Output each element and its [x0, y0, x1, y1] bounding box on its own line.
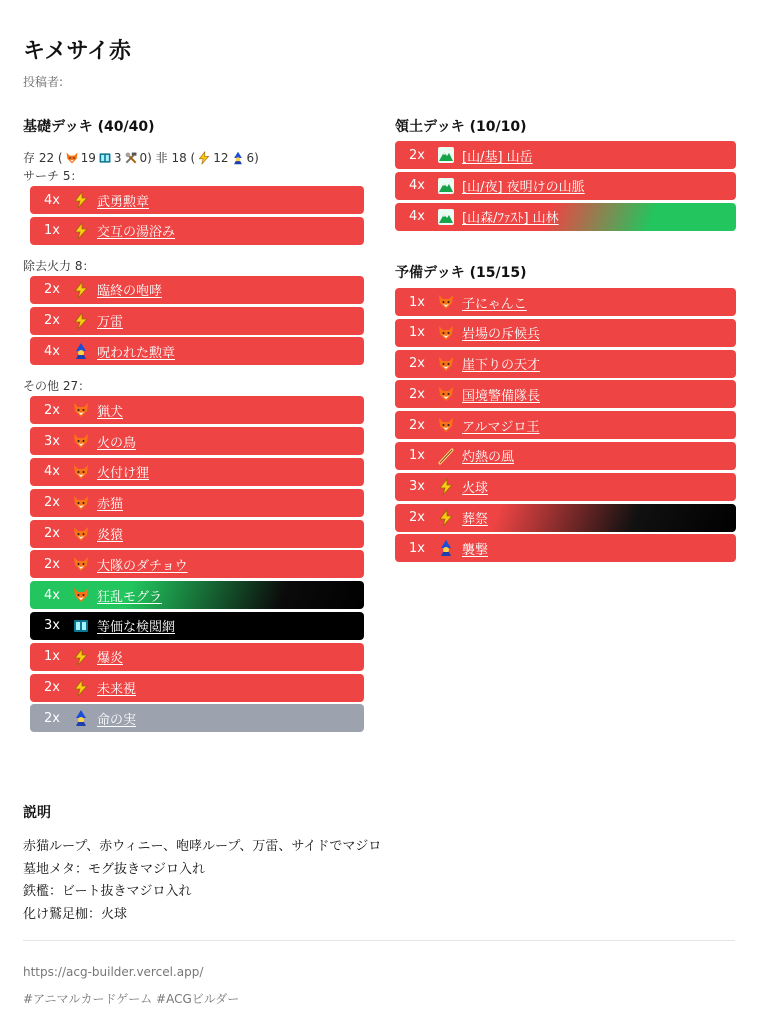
card-row[interactable] — [395, 141, 736, 169]
card-name-link[interactable]: 崖下りの天才 — [462, 358, 541, 374]
lightning-icon — [72, 648, 90, 666]
description-line: 赤猫ループ、赤ウィニー、咆哮ループ、万雷、サイドでマジロ — [23, 839, 382, 854]
card-name-link[interactable]: 狂乱モグラ — [97, 589, 163, 605]
basic-deck-title: 基礎デッキ (40/40) — [23, 119, 155, 135]
lightning-icon — [72, 222, 90, 240]
fox-icon — [72, 463, 90, 481]
territory-deck-title: 領土デッキ (10/10) — [395, 119, 527, 135]
card-row[interactable] — [30, 643, 364, 671]
card-row[interactable] — [30, 217, 364, 245]
mountain-icon — [437, 146, 455, 164]
card-quantity: 4x — [44, 587, 60, 603]
fox-icon — [65, 151, 79, 165]
card-name-link[interactable]: 国境警備隊長 — [462, 388, 541, 404]
card-name-link[interactable]: 命の実 — [97, 712, 137, 728]
card-row[interactable] — [395, 411, 736, 439]
fox-icon — [437, 355, 455, 373]
card-quantity: 4x — [44, 343, 60, 359]
card-quantity: 2x — [409, 386, 425, 402]
author-label: 投稿者: — [23, 75, 64, 89]
card-quantity: 3x — [409, 479, 425, 495]
card-name-link[interactable]: 大隊のダチョウ — [97, 558, 188, 574]
stats-prefix: 存 22 ( — [23, 151, 63, 165]
card-quantity: 2x — [409, 417, 425, 433]
card-quantity: 4x — [409, 178, 425, 194]
card-quantity: 2x — [409, 356, 425, 372]
fox-icon — [437, 324, 455, 342]
group-label: その他 27： — [23, 379, 91, 394]
card-row[interactable] — [30, 581, 364, 609]
reserve-deck-section — [395, 263, 736, 565]
card-name-link[interactable]: 岩場の斥候兵 — [462, 327, 541, 343]
fox-icon — [437, 293, 455, 311]
card-row[interactable] — [395, 534, 736, 562]
stats-a: 19 — [80, 151, 96, 165]
card-name-link[interactable]: 猟犬 — [97, 404, 124, 420]
card-quantity: 2x — [44, 402, 60, 418]
mountain-icon — [437, 208, 455, 226]
footer-url[interactable]: https://acg-builder.vercel.app/ — [23, 965, 204, 979]
card-row[interactable] — [395, 350, 736, 378]
card-row[interactable] — [30, 396, 364, 424]
card-quantity: 4x — [409, 209, 425, 225]
description-line: 鉄檻：ビート抜きマジロ入れ — [23, 884, 192, 899]
card-row[interactable] — [30, 550, 364, 578]
card-quantity: 1x — [44, 649, 60, 665]
basic-deck-section — [23, 117, 364, 735]
card-name-link[interactable]: アルマジロ王 — [462, 419, 540, 435]
card-quantity: 2x — [409, 147, 425, 163]
card-name-link[interactable]: 赤猫 — [97, 497, 124, 513]
card-name-link[interactable]: 火球 — [462, 481, 489, 497]
card-name-link[interactable]: [山/夜] 夜明けの山脈 — [462, 180, 585, 196]
fox-icon — [72, 401, 90, 419]
card-quantity: 2x — [44, 282, 60, 298]
lightning-icon — [437, 509, 455, 527]
lightning-icon — [72, 281, 90, 299]
stats-b: 3 — [113, 151, 122, 165]
card-quantity: 1x — [44, 223, 60, 239]
lightning-icon — [72, 312, 90, 330]
lightning-icon — [197, 151, 211, 165]
fox-icon — [437, 385, 455, 403]
description-line: 墓地メタ：モグ抜きマジロ入れ — [23, 861, 206, 877]
fox-icon — [72, 525, 90, 543]
card-name-link[interactable]: [山森/ﾌｧｽﾄ] 山林 — [462, 211, 559, 227]
card-name-link[interactable]: 爆炎 — [97, 651, 124, 667]
card-quantity: 3x — [44, 618, 60, 634]
card-quantity: 2x — [44, 710, 60, 726]
card-name-link[interactable]: 万雷 — [97, 315, 124, 331]
wizard-icon — [72, 709, 90, 727]
group-label: 除去火力 8： — [23, 258, 95, 273]
wizard-icon — [231, 151, 245, 165]
card-name-link[interactable]: 呪われた勲章 — [97, 345, 176, 361]
reserve-card-list — [395, 288, 736, 562]
card-row[interactable] — [30, 704, 364, 732]
card-row[interactable] — [30, 276, 364, 304]
card-row[interactable] — [395, 504, 736, 532]
card-row[interactable] — [30, 489, 364, 517]
card-name-link[interactable]: 葬祭 — [462, 512, 489, 528]
card-name-link[interactable]: 子にゃんこ — [462, 296, 527, 312]
lightning-icon — [72, 191, 90, 209]
card-row[interactable] — [395, 380, 736, 408]
territory-card-list — [395, 141, 736, 231]
card-row[interactable] — [30, 307, 364, 335]
card-row[interactable] — [30, 427, 364, 455]
card-row[interactable] — [30, 337, 364, 365]
card-row[interactable] — [395, 203, 736, 231]
card-row[interactable] — [30, 186, 364, 214]
card-quantity: 4x — [44, 464, 60, 480]
card-quantity: 2x — [44, 556, 60, 572]
card-quantity: 1x — [409, 294, 425, 310]
description-body — [23, 836, 381, 926]
card-quantity: 1x — [409, 325, 425, 341]
reserve-deck-title: 予備デッキ (15/15) — [395, 265, 527, 281]
card-name-link[interactable]: 火付け狸 — [97, 466, 150, 482]
tools-icon — [124, 151, 138, 165]
card-row[interactable] — [395, 172, 736, 200]
card-quantity: 1x — [409, 448, 425, 464]
card-row[interactable] — [30, 520, 364, 548]
description-line: 化け鷲足枷：火球 — [23, 906, 128, 922]
lightning-icon — [437, 478, 455, 496]
card-row[interactable] — [395, 473, 736, 501]
book-icon — [98, 151, 112, 165]
card-name-link[interactable]: 炎猿 — [97, 528, 124, 544]
wizard-icon — [437, 539, 455, 557]
fox-icon — [72, 432, 90, 450]
card-quantity: 4x — [44, 192, 60, 208]
divider — [23, 940, 735, 941]
fox-icon — [72, 586, 90, 604]
footer-tags: #アニマルカードゲーム #ACGビルダー — [23, 992, 240, 1006]
card-name-link[interactable]: 未来視 — [97, 682, 137, 698]
fox-icon — [72, 494, 90, 512]
stats-d: 12 — [213, 151, 229, 165]
card-row[interactable] — [30, 674, 364, 702]
card-name-link[interactable]: 臨終の咆哮 — [97, 284, 163, 300]
basic-deck-groups — [23, 167, 364, 732]
fox-icon — [72, 555, 90, 573]
card-quantity: 3x — [44, 433, 60, 449]
card-quantity: 1x — [409, 540, 425, 556]
mountain-icon — [437, 177, 455, 195]
wizard-icon — [72, 342, 90, 360]
card-name-link[interactable]: 等価な検閲網 — [97, 620, 176, 636]
card-name-link[interactable]: [山/基] 山岳 — [462, 149, 533, 165]
deck-title: キメサイ赤 — [23, 39, 132, 64]
card-name-link[interactable]: 交互の湯浴み — [97, 225, 176, 241]
card-quantity: 2x — [44, 680, 60, 696]
card-row[interactable] — [395, 288, 736, 316]
card-row[interactable] — [30, 458, 364, 486]
group-label: サーチ 5： — [23, 169, 83, 183]
card-quantity: 2x — [409, 510, 425, 526]
fox-icon — [437, 416, 455, 434]
territory-deck-section — [395, 117, 736, 233]
card-name-link[interactable]: 武勇勲章 — [97, 194, 150, 210]
card-row[interactable] — [395, 442, 736, 470]
card-name-link[interactable]: 灼熱の風 — [462, 450, 515, 466]
card-quantity: 2x — [44, 526, 60, 542]
lightning-icon — [72, 679, 90, 697]
stats-e: 6) — [246, 151, 259, 165]
staff-icon — [437, 447, 455, 465]
card-quantity: 2x — [44, 495, 60, 511]
card-quantity: 2x — [44, 313, 60, 329]
card-name-link[interactable]: 襲撃 — [462, 542, 489, 558]
stats-c: 0) 非 18 ( — [139, 151, 196, 165]
description-title: 説明 — [23, 805, 51, 821]
card-name-link[interactable]: 火の鳥 — [97, 435, 137, 451]
basic-deck-stats — [23, 149, 364, 167]
book-icon — [72, 617, 90, 635]
card-row[interactable] — [395, 319, 736, 347]
card-row[interactable] — [30, 612, 364, 640]
